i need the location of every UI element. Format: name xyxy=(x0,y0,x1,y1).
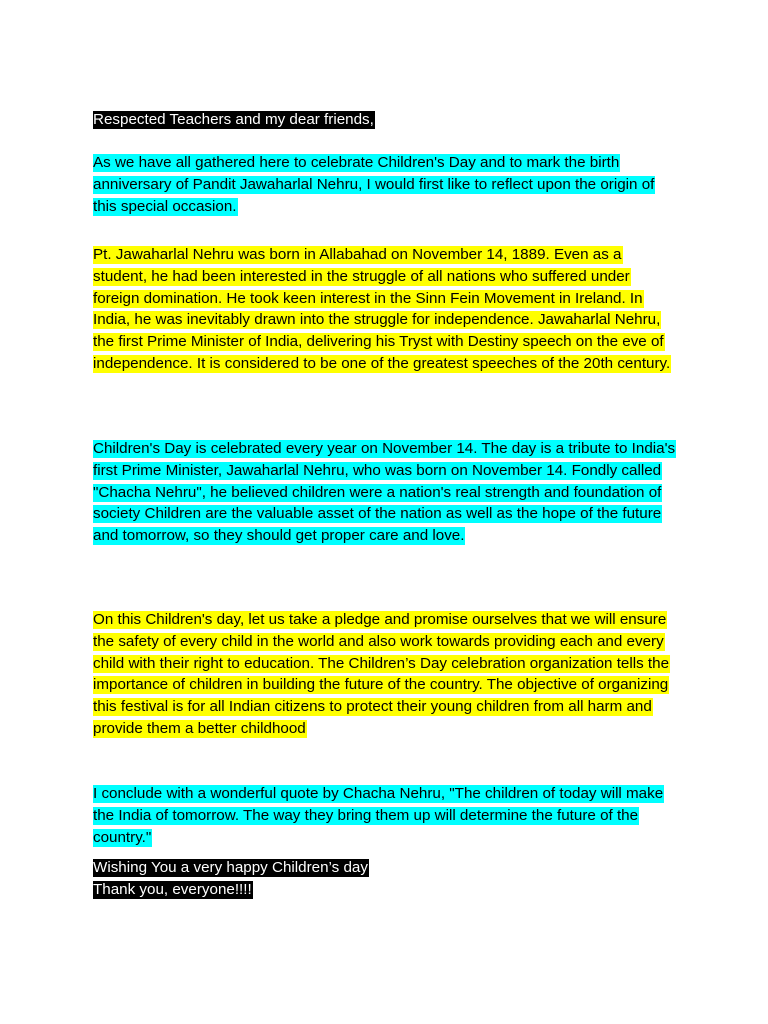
paragraph-childrens-day xyxy=(93,438,677,547)
paragraph-childrens-day-text: Children's Day is celebrated every year on November 14. The day is a tribute to India's first Prime Minister, Jawaharlal Nehru, who was born on November 14. Fondly called "Chacha Nehru", he believed children were a nation's real strength and foundation of society Children are the valuable asset of the nation as well as the hope of the future and tomorrow, so they should get proper care and love. xyxy=(93,440,676,545)
paragraph-pledge xyxy=(93,609,677,740)
paragraph-conclusion xyxy=(93,783,677,848)
greeting-text: Respected Teachers and my dear friends, xyxy=(93,111,374,128)
paragraph-pledge-text: On this Children's day, let us take a pledge and promise ourselves that we will ensure the safety of every child in the world and also work towards providing each and every child with their right to education. The Children’s Day celebration organization tells the importance of children in building the future of the country. The objective of organizing this festival is for all Indian citizens to protect their young children from all harm and provide them a better childhood xyxy=(93,611,670,737)
paragraph-conclusion-text: I conclude with a wonderful quote by Chacha Nehru, "The children of today will make the India of tomorrow. The way they bring them up will determine the future of the country." xyxy=(93,785,664,846)
closing xyxy=(93,857,677,901)
closing-thanks: Thank you, everyone!!!! xyxy=(93,880,252,898)
paragraph-nehru-biography xyxy=(93,244,677,375)
paragraph-intro-text: As we have all gathered here to celebrate Children's Day and to mark the birth anniversary of Pandit Jawaharlal Nehru, I would first like to reflect upon the origin of this special occasion. xyxy=(93,154,655,215)
closing-wishes: Wishing You a very happy Children’s day xyxy=(93,859,368,876)
paragraph-nehru-biography-text: Pt. Jawaharlal Nehru was born in Allabahad on November 14, 1889. Even as a student, he had been interested in the struggle of all nations who suffered under foreign domination. He took keen interest in the Sinn Fein Movement in Ireland. In India, he was inevitably drawn into the struggle for independence. Jawaharlal Nehru, the first Prime Minister of India, delivering his Tryst with Destiny speech on the eve of independence. It is considered to be one of the greatest speeches of the 20th century. xyxy=(93,246,671,372)
greeting xyxy=(93,109,677,131)
paragraph-intro xyxy=(93,152,677,217)
